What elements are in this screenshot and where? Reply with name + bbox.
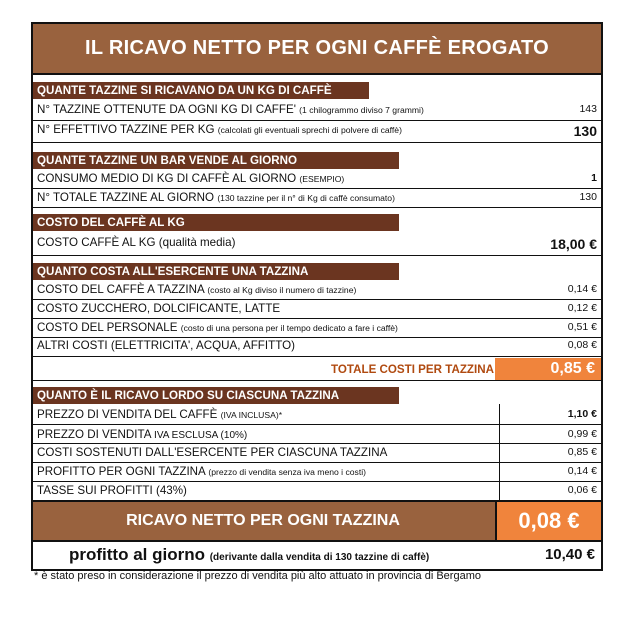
total-cost-value: 0,85 € (495, 358, 601, 380)
section-header-cups-per-day: QUANTE TAZZINE UN BAR VENDE AL GIORNO (33, 152, 399, 169)
daily-profit-label: profitto al giorno (69, 545, 205, 564)
footnote: * è stato preso in considerazione il prezzo di vendita più alto attuato in provincia di Bergamo (34, 570, 481, 582)
net-revenue-label: RICAVO NETTO PER OGNI TAZZINA (126, 512, 400, 529)
total-cost-label: TOTALE COSTI PER TAZZINA (331, 363, 494, 376)
net-revenue-bar (33, 500, 601, 542)
net-revenue-value: 0,08 € (495, 502, 601, 540)
section-header-gross-revenue: QUANTO È IL RICAVO LORDO SU CIASCUNA TAZZINA (33, 387, 399, 404)
daily-profit-value: 10,40 € (544, 546, 595, 563)
section-header-coffee-cost: COSTO DEL CAFFÈ AL KG (33, 214, 399, 231)
section-header-cost-per-cup: QUANTO COSTA ALL'ESERCENTE UNA TAZZINA (33, 263, 399, 280)
daily-profit-note: (derivante dalla vendita di 130 tazzine di caffè) (209, 552, 430, 563)
page-title: IL RICAVO NETTO PER OGNI CAFFÈ EROGATO (33, 24, 601, 75)
section-header-cups-per-kg: QUANTE TAZZINE SI RICAVANO DA UN KG DI CAFFÈ (33, 82, 369, 99)
daily-profit-row (33, 541, 601, 568)
cost-table: IL RICAVO NETTO PER OGNI CAFFÈ EROGATO QUANTE TAZZINE SI RICAVANO DA UN KG DI CAFFÈ N° TAZZINE OTTENUTE DA OGNI KG DI CAFFE' (1 chilogrammo diviso 7 grammi) 143 N° EFFETTIVO TAZZINE PER KG (calcolati gli eventuali sprechi di polvere di caffè) 130 QUANTE TAZZINE UN BAR VENDE AL GIORNO CONSUMO MEDIO DI KG DI CAFFÈ AL GIORNO (ESEMPIO) 1 N° TOTALE TAZZINE AL GIORNO (130 tazzine per il n° di Kg di caffè consumato) 130 COSTO DEL CAFFÈ AL KG COSTO CAFFÈ AL KG (qualità media) 18,00 € QUANTO COSTA ALL'ESERCENTE UNA TAZZINA COSTO DEL CAFFÈ A TAZZINA (costo al Kg diviso il numero di tazzine) 0,14 € COSTO ZUCCHERO, DOLCIFICANTE, LATTE 0,12 € COSTO DEL PERSONALE (costo di una persona per il tempo dedicato a fare i caffè) 0,51 € ALTRI COSTI (ELETTRICITA', ACQUA, AFFITTO) 0,08 € TOTALE COSTI PER TAZZINA 0,85 € QUANTO È IL RICAVO LORDO SU CIASCUNA TAZZINA PREZZO DI VENDITA DEL CAFFÈ (IVA INCLUSA)* 1,10 € PREZZO DI VENDITA IVA ESCLUSA (10%) 0,99 € COSTI SOSTENUTI DALL'ESERCENTE PER CIASCUNA TAZZINA 0,85 € PROFITTO PER OGNI TAZZINA (prezzo di vendita senza iva meno i costi) 0,14 € TASSE SUI PROFITTI (43%) 0,06 € RICAVO NETTO PER OGNI TAZZINA 0,08 € profitto al giorno (derivante dalla vendita di 130 tazzine di caffè) 10,40 € (31, 22, 603, 571)
